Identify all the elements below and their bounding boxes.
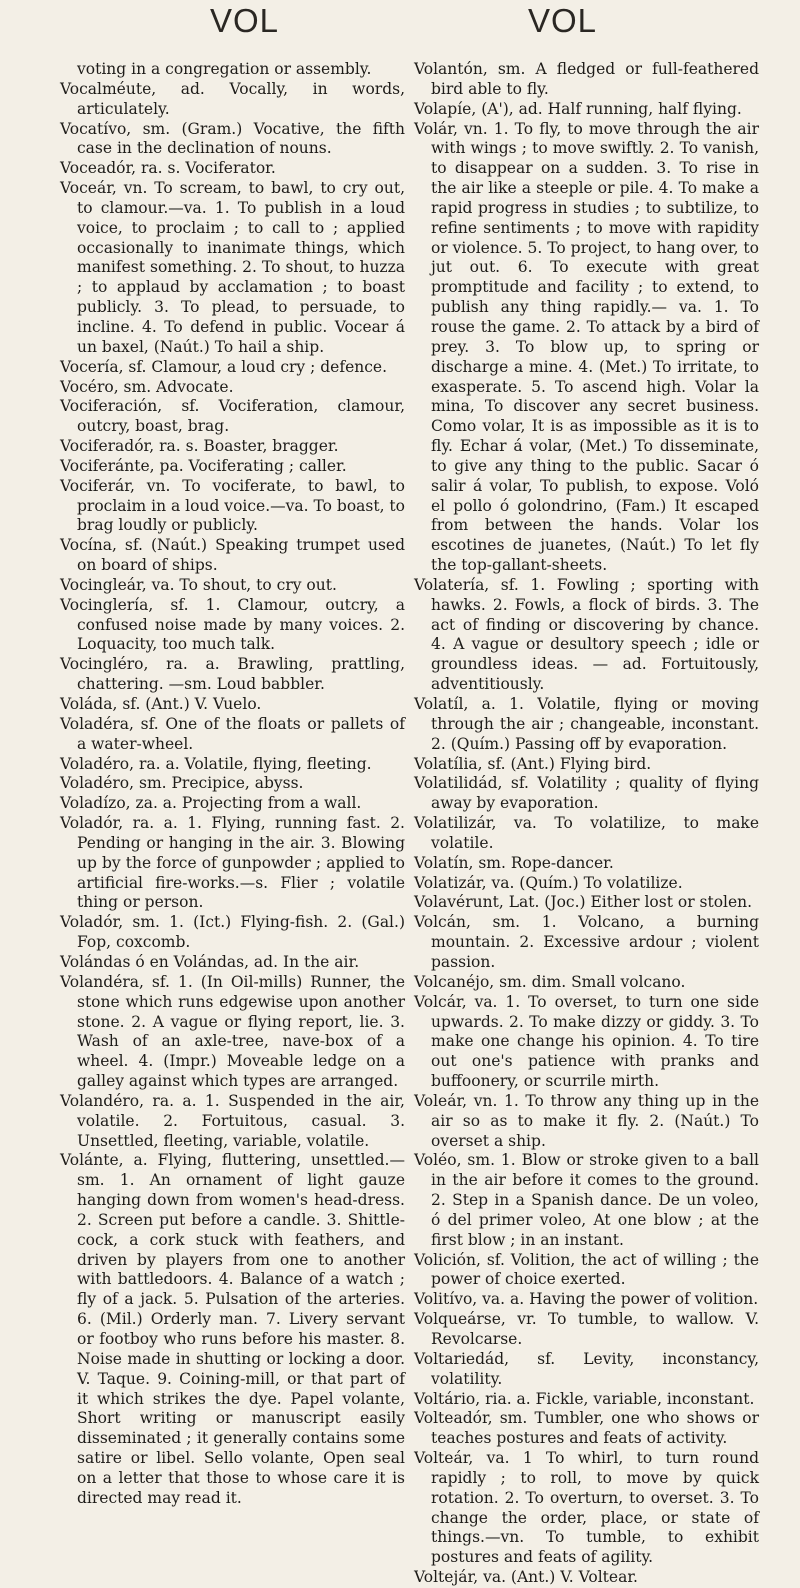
- dictionary-entry: Vocingleár, va. To shout, to cry out.: [60, 575, 337, 594]
- dictionary-entry: Voladéro, ra. a. Volatile, flying, fleeting.: [60, 754, 372, 773]
- dictionary-entry: Volteadór, sm. Tumbler, one who shows or teaches postures and feats of activity.: [414, 1409, 759, 1448]
- dictionary-entry: Volcanéjo, sm. dim. Small volcano.: [414, 972, 686, 991]
- dictionary-entry: Vocalméute, ad. Vocally, in words, articulately.: [60, 79, 405, 118]
- dictionary-entry: Volatilizár, va. To volatilize, to make volatile.: [414, 814, 759, 852]
- dictionary-entry: Vocatívo, sm. (Gram.) Vocative, the fifth case in the declination of nouns.: [60, 119, 405, 158]
- page-header: [0, 2, 800, 50]
- dictionary-entry: Vocingléro, ra. a. Brawling, prattling, chattering. —sm. Loud babbler.: [60, 655, 405, 694]
- dictionary-entry: Voleár, vn. 1. To throw any thing up in the air so as to make it fly. 2. (Naút.) To overset a ship.: [414, 1091, 759, 1150]
- dictionary-entry: Volánte, a. Flying, fluttering, unsettled.—sm. 1. An ornament of light gauze hanging down from women's head-dress. 2. Screen put before a candle. 3. Shittle-cock, a cork stuck with feathers, and driven by players from one to another with battledoors. 4. Balance of a watch ; fly of a jack. 5. Pulsation of the arteries. 6. (Mil.) Orderly man. 7. Livery servant or footboy who runs before his master. 8. Noise made in shutting or locking a door. V. Taque. 9. Coining-mill, or that part of it which strikes the dye. Papel volante, Short writing or manuscript easily disseminated ; it generally contains some satire or libel. Sello volante, Open seal on a letter that those to whose care it is directed may read it.: [60, 1151, 405, 1507]
- dictionary-entry: Volqueárse, vr. To tumble, to wallow. V. Revolcarse.: [414, 1310, 759, 1348]
- dictionary-entry: Vocería, sf. Clamour, a loud cry ; defence.: [60, 357, 388, 376]
- dictionary-entry: Voladór, sm. 1. (Ict.) Flying-fish. 2. (Gal.) Fop, coxcomb.: [60, 913, 405, 952]
- dictionary-entry: Voláda, sf. (Ant.) V. Vuelo.: [60, 695, 262, 713]
- dictionary-entry: Voladéra, sf. One of the floats or pallets of a water-wheel.: [60, 714, 405, 753]
- dictionary-entry: Voléo, sm. 1. Blow or stroke given to a ball in the air before it comes to the ground. 2. Step in a Spanish dance. De un voleo, ó del primer voleo, At one blow ; at the first blow ; in an instant.: [414, 1151, 759, 1249]
- guide-word-left: VOL: [210, 2, 280, 39]
- dictionary-entry: Vocéro, sm. Advocate.: [60, 377, 234, 396]
- dictionary-entry: Voladór, ra. a. 1. Flying, running fast. 2. Pending or hanging in the air. 3. Blowing up by the force of gunpowder ; applied to artificial fire-works.—s. Flier ; volatile thing or person.: [60, 814, 405, 912]
- dictionary-entry: Volcán, sm. 1. Volcano, a burning mountain. 2. Excessive ardour ; violent passion.: [414, 913, 759, 971]
- dictionary-entry: Volár, vn. 1. To fly, to move through the air with wings ; to move swiftly. 2. To vanish, to disappear on a sudden. 3. To rise in the air like a steeple or pile. 4. To make a rapid progress in studies ; to subtilize, to refine sentiments ; to move with rapidity or violence. 5. To project, to hang over, to jut out. 6. To execute with great promptitude and facility ; to extend, to publish any thing rapidly.— va. 1. To rouse the game. 2. To attack by a bird of prey. 3. To blow up, to spring or discharge a mine. 4. (Met.) To irritate, to exasperate. 5. To ascend high. Volar la mina, To discover any secret business. Como volar, It is as impossible as it is to fly. Echar á volar, (Met.) To disseminate, to give any thing to the public. Sacar ó salir á volar, To publish, to expose. Voló el pollo ó golondrino, (Fam.) It escaped from between the hands. Volar los escotines de juanetes, (Naút.) To let fly the top-gallant-sheets.: [414, 119, 759, 575]
- dictionary-entry: Vociferár, vn. To vociferate, to bawl, to proclaim in a loud voice.—va. To boast, to brag loudly or publicly.: [60, 476, 405, 535]
- dictionary-entry: Volándas ó en Volándas, ad. In the air.: [60, 952, 360, 971]
- dictionary-entry: Volatíl, a. 1. Volatile, flying or moving through the air ; changeable, inconstant. 2. (Quím.) Passing off by evaporation.: [414, 695, 759, 753]
- dictionary-entry: Voceár, vn. To scream, to bawl, to cry out, to clamour.—va. 1. To publish in a loud voice, to proclaim ; to call to ; applied occasionally to inanimate things, which manifest something. 2. To shout, to huzza ; to applaud by acclamation ; to boast publicly. 3. To plead, to persuade, to incline. 4. To defend in public. Vocear á un baxel, (Naút.) To hail a ship.: [60, 179, 405, 356]
- dictionary-entry: Volatília, sf. (Ant.) Flying bird.: [414, 754, 652, 773]
- dictionary-entry: Volapíe, (A'), ad. Half running, half flying.: [414, 99, 742, 118]
- dictionary-entry: Vociferación, sf. Vociferation, clamour, outcry, boast, brag.: [60, 397, 405, 436]
- dictionary-entry: Vocinglería, sf. 1. Clamour, outcry, a confused noise made by many voices. 2. Loquacity, too much talk.: [60, 595, 405, 654]
- dictionary-entry: Voltário, ria. a. Fickle, variable, inconstant.: [414, 1389, 755, 1408]
- dictionary-entry: Volatería, sf. 1. Fowling ; sporting with hawks. 2. Fowls, a flock of birds. 3. The act of finding or discovering by chance. 4. A vague or desultory speech ; idle or groundless ideas. — ad. Fortuitously, adventitiously.: [414, 575, 759, 694]
- guide-word-right: VOL: [528, 2, 598, 39]
- dictionary-entry: Volandéro, ra. a. 1. Suspended in the air, volatile. 2. Fortuitous, casual. 3. Unsettled, fleeting, variable, volatile.: [60, 1091, 405, 1150]
- dictionary-entry: Voltejár, va. (Ant.) V. Voltear.: [414, 1568, 638, 1587]
- dictionary-entry: Volavérunt, Lat. (Joc.) Either lost or stolen.: [414, 893, 753, 912]
- dictionary-entry: Vocína, sf. (Naút.) Speaking trumpet used on board of ships.: [60, 536, 405, 575]
- dictionary-entry: Volatizár, va. (Quím.) To volatilize.: [414, 873, 683, 892]
- dictionary-entry: Vociferadór, ra. s. Boaster, bragger.: [60, 437, 339, 456]
- dictionary-entry: Volantón, sm. A fledged or full-feathered bird able to fly.: [414, 60, 759, 98]
- dictionary-entry: Volición, sf. Volition, the act of willing ; the power of choice exerted.: [414, 1250, 759, 1289]
- dictionary-entry: Volandéra, sf. 1. (In Oil-mills) Runner, the stone which runs edgewise upon another stone. 2. A vague or flying report, lie. 3. Wash of an axle-tree, nave-box of a wheel. 4. (Impr.) Moveable ledge on a galley against which types are arranged.: [60, 972, 405, 1091]
- dictionary-entry: Volteár, va. 1 To whirl, to turn round rapidly ; to roll, to move by quick rotation. 2. To overturn, to overset. 3. To change the order, place, or state of things.—vn. To tumble, to exhibit postures and feats of agility.: [414, 1449, 759, 1567]
- dictionary-entry: Voceadór, ra. s. Vociferator.: [60, 159, 276, 178]
- dictionary-entry: voting in a congregation or assembly.: [77, 60, 372, 78]
- dictionary-entry: Volatín, sm. Rope-dancer.: [414, 853, 614, 872]
- dictionary-entry: Voltariedád, sf. Levity, inconstancy, volatility.: [414, 1349, 759, 1388]
- dictionary-entry: Volcár, va. 1. To overset, to turn one side upwards. 2. To make dizzy or giddy. 3. To make one change his opinion. 4. To tire out one's patience with pranks and buffoonery, or scurrile mirth.: [414, 992, 759, 1091]
- right-column: [414, 60, 759, 1588]
- left-column: [60, 60, 405, 1509]
- dictionary-entry: Vociferánte, pa. Vociferating ; caller.: [60, 456, 347, 475]
- dictionary-entry: Voladízo, za. a. Projecting from a wall.: [60, 794, 362, 813]
- dictionary-entry: Volatilidád, sf. Volatility ; quality of flying away by evaporation.: [414, 774, 759, 813]
- dictionary-entry: Volitívo, va. a. Having the power of volition.: [414, 1290, 759, 1309]
- dictionary-entry: Voladéro, sm. Precipice, abyss.: [60, 774, 304, 793]
